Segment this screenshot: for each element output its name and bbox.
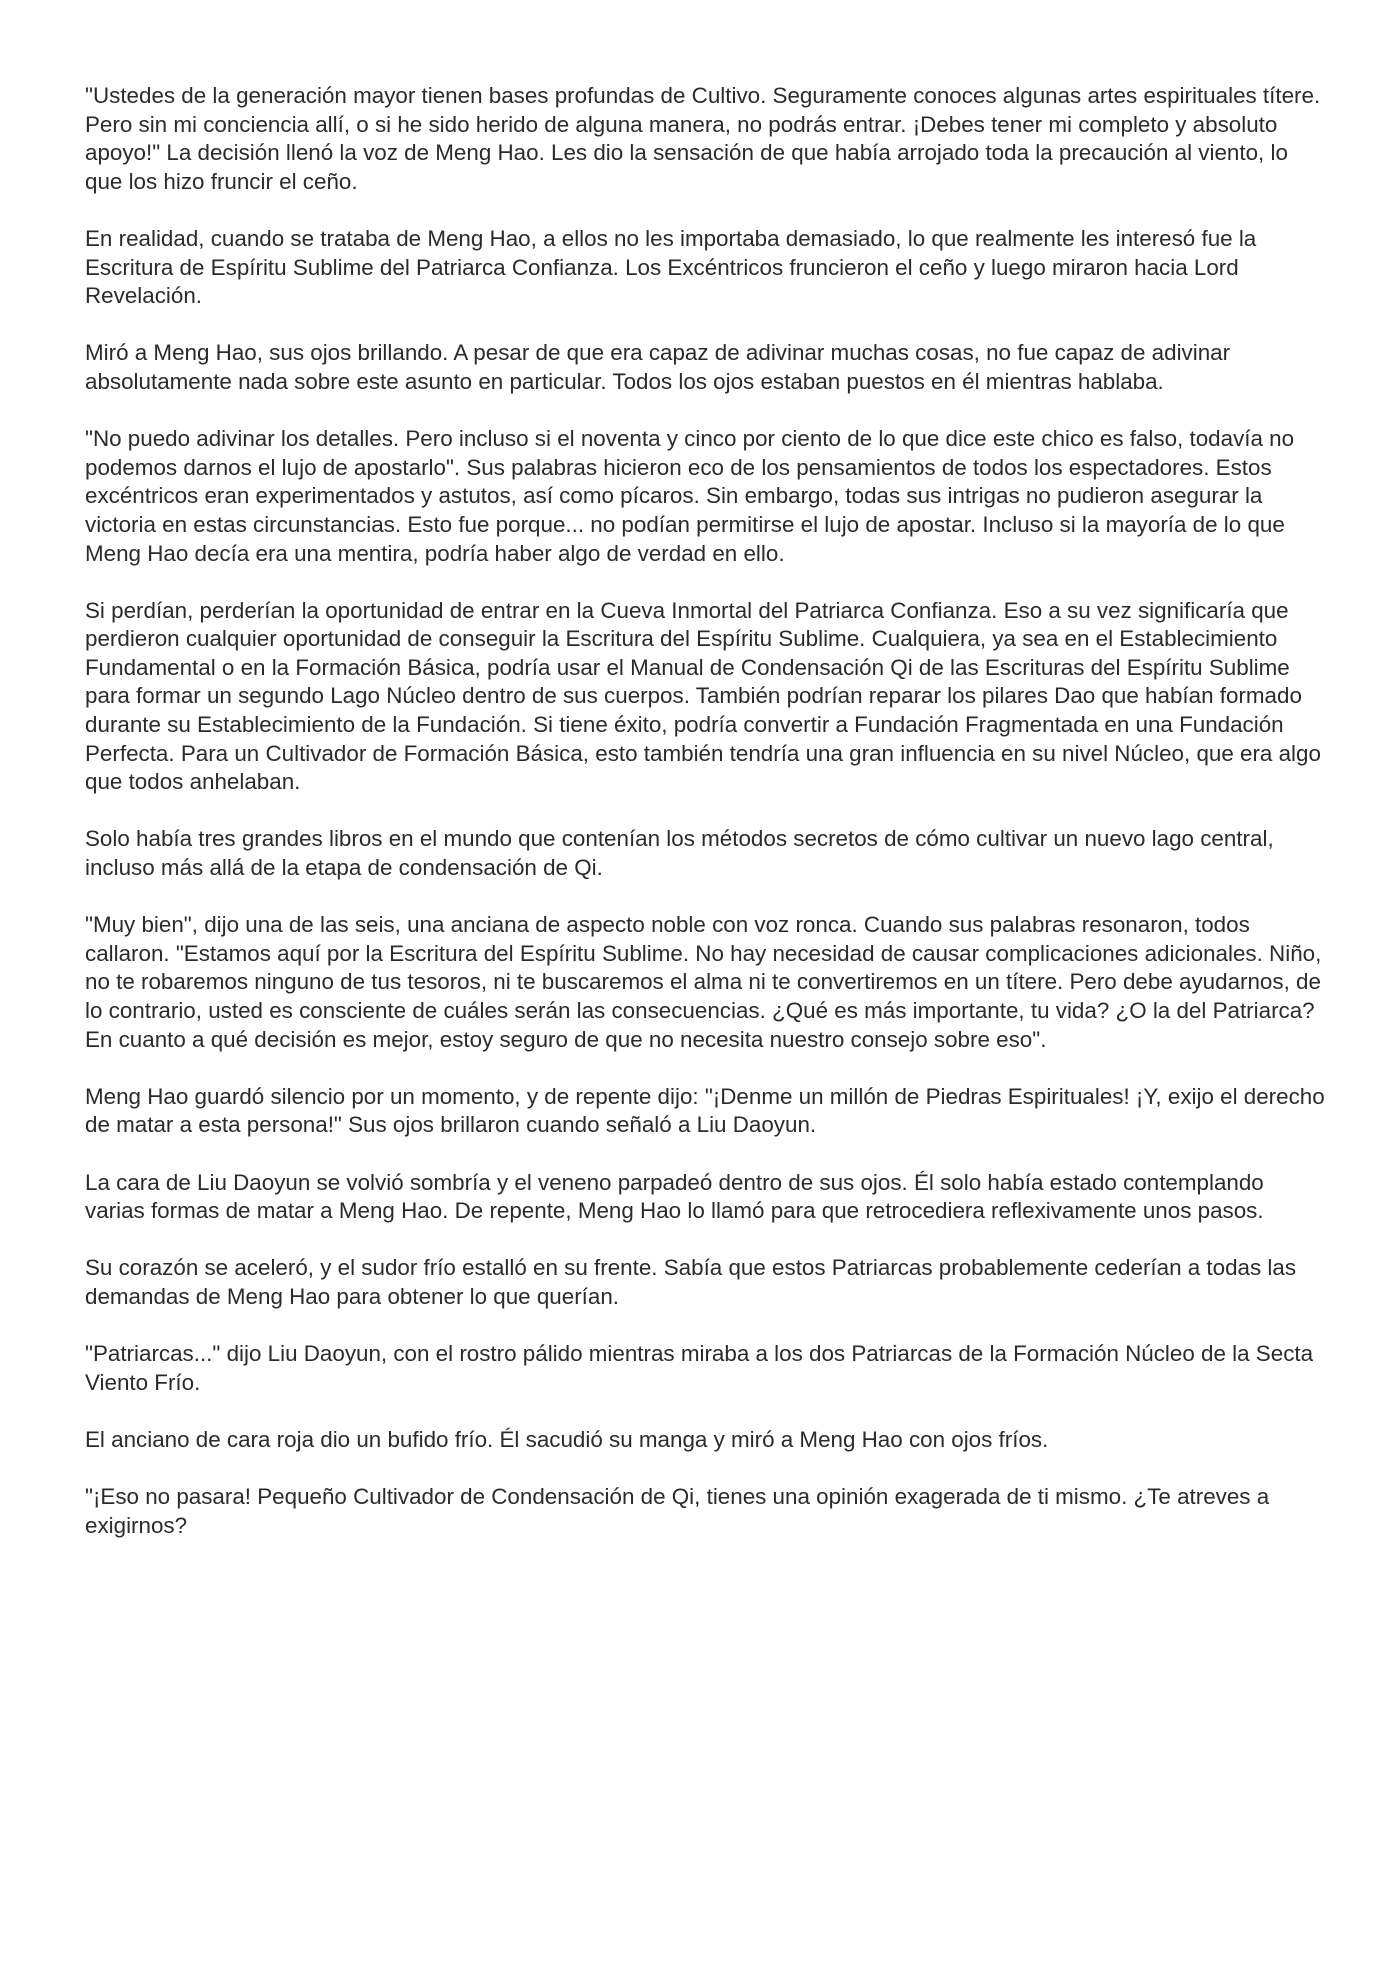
paragraph: "Muy bien", dijo una de las seis, una anciana de aspecto noble con voz ronca. Cuando sus palabras resonaron, todos callaron. "Estamos aquí por la Escritura del Espíritu Sublime. No hay necesidad de causar complicaciones adicionales. Niño, no te robaremos ninguno de tus tesoros, ni te buscaremos el alma ni te convertiremos en un títere. Pero debe ayudarnos, de lo contrario, usted es consciente de cuáles serán las consecuencias. ¿Qué es más importante, tu vida? ¿O la del Patriarca? En cuanto a qué decisión es mejor, estoy seguro de que no necesita nuestro consejo sobre eso". bbox=[85, 912, 1322, 1052]
paragraph: Solo había tres grandes libros en el mundo que contenían los métodos secretos de cómo cultivar un nuevo lago central, incluso más allá de la etapa de condensación de Qi. bbox=[85, 826, 1274, 881]
paragraph: En realidad, cuando se trataba de Meng Hao, a ellos no les importaba demasiado, lo que realmente les interesó fue la Escritura de Espíritu Sublime del Patriarca Confianza. Los Excéntricos fruncieron el ceño y luego miraron hacia Lord Revelación. bbox=[85, 225, 1257, 309]
paragraph: "¡Eso no pasara! Pequeño Cultivador de Condensación de Qi, tienes una opinión exagerada de ti mismo. ¿Te atreves a exigirnos? bbox=[85, 1484, 1270, 1538]
paragraph: "No puedo adivinar los detalles. Pero incluso si el noventa y cinco por ciento de lo que dice este chico es falso, todavía no podemos darnos el lujo de apostarlo". Sus palabras hicieron eco de los pensamientos de todos los espectadores. Estos excéntricos eran experimentados y astutos, así como pícaros. Sin embargo, todas sus intrigas no pudieron asegurar la victoria en estas circunstancias. Esto fue porque... no podían permitirse el lujo de apostar. Incluso si la mayoría de lo que Meng Hao decía era una mentira, podría haber algo de verdad en ello. bbox=[85, 426, 1295, 566]
paragraph: Miró a Meng Hao, sus ojos brillando. A pesar de que era capaz de adivinar muchas cosas, no fue capaz de adivinar absolutamente nada sobre este asunto en particular. Todos los ojos estaban puestos en él mientras hablaba. bbox=[85, 340, 1231, 394]
paragraph: "Ustedes de la generación mayor tienen bases profundas de Cultivo. Seguramente conoces algunas artes espirituales títere. Pero sin mi conciencia allí, o si he sido herido de alguna manera, no podrás entrar. ¡Debes tener mi completo y absoluto apoyo!" La decisión llenó la voz de Meng Hao. Les dio la sensación de que había arrojado toda la precaución al viento, lo que los hizo fruncir el ceño. bbox=[85, 83, 1321, 194]
paragraph: El anciano de cara roja dio un bufido frío. Él sacudió su manga y miró a Meng Hao con ojos fríos. bbox=[85, 1426, 1049, 1452]
paragraph: Si perdían, perderían la oportunidad de entrar en la Cueva Inmortal del Patriarca Confianza. Eso a su vez significaría que perdieron cualquier oportunidad de conseguir la Escritura del Espíritu Sublime. Cualquiera, ya sea en el Establecimiento Fundamental o en la Formación Básica, podría usar el Manual de Condensación Qi de las Escrituras del Espíritu Sublime para formar un segundo Lago Núcleo dentro de sus cuerpos. También podrían reparar los pilares Dao que habían formado durante su Establecimiento de la Fundación. Si tiene éxito, podría convertir a Fundación Fragmentada en una Fundación Perfecta. Para un Cultivador de Formación Básica, esto también tendría una gran influencia en su nivel Núcleo, que era algo que todos anhelaban. bbox=[85, 597, 1321, 795]
document-page bbox=[85, 82, 1325, 1569]
paragraph: "Patriarcas..." dijo Liu Daoyun, con el rostro pálido mientras miraba a los dos Patriarcas de la Formación Núcleo de la Secta Viento Frío. bbox=[85, 1341, 1314, 1395]
paragraph: Meng Hao guardó silencio por un momento, y de repente dijo: "¡Denme un millón de Piedras Espirituales! ¡Y, exijo el derecho de matar a esta persona!" Sus ojos brillaron cuando señaló a Liu Daoyun. bbox=[85, 1083, 1325, 1138]
paragraph: La cara de Liu Daoyun se volvió sombría y el veneno parpadeó dentro de sus ojos. Él solo había estado contemplando varias formas de matar a Meng Hao. De repente, Meng Hao lo llamó para que retrocediera reflexivamente unos pasos. bbox=[85, 1169, 1264, 1224]
paragraph: Su corazón se aceleró, y el sudor frío estalló en su frente. Sabía que estos Patriarcas probablemente cederían a todas las demandas de Meng Hao para obtener lo que querían. bbox=[85, 1255, 1297, 1309]
